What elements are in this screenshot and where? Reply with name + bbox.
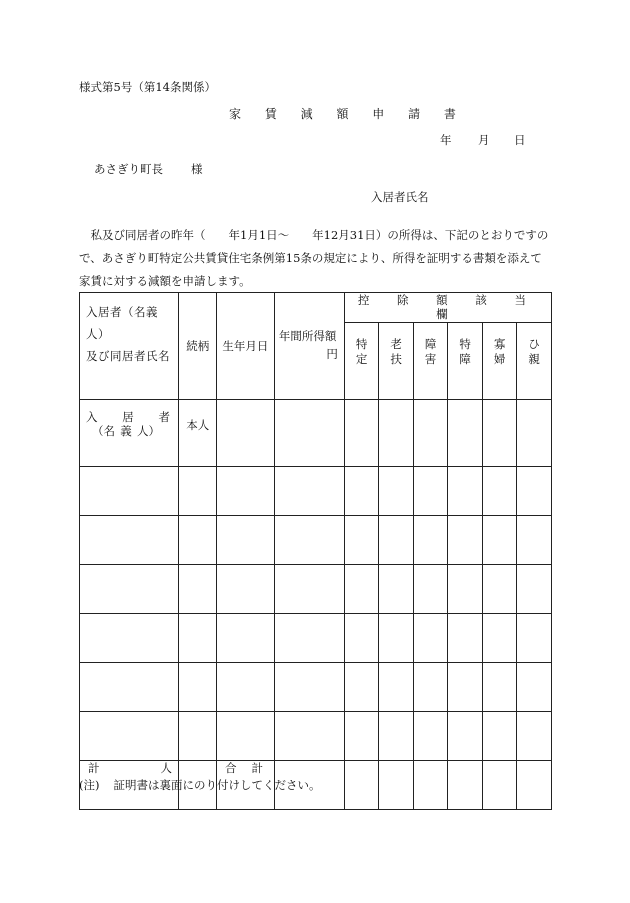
name-input-cell[interactable] [80, 662, 179, 711]
deduction-col-rofu: 老 扶 [379, 322, 414, 399]
deduction-cell[interactable] [413, 466, 448, 515]
note-mark: (注) [79, 778, 100, 792]
table-row [80, 466, 552, 515]
date-month-label: 月 [478, 133, 490, 147]
dob-input-cell[interactable] [217, 564, 275, 613]
date-day-label: 日 [514, 133, 526, 147]
deduction-cell[interactable] [379, 711, 414, 760]
deduction-cell[interactable] [413, 711, 448, 760]
self-relationship-cell: 本人 [179, 399, 217, 466]
deduction-cell[interactable] [482, 711, 517, 760]
deduction-cell[interactable] [482, 466, 517, 515]
income-input-cell[interactable] [274, 662, 344, 711]
name-input-cell[interactable] [80, 515, 179, 564]
deduction-cell[interactable] [448, 760, 483, 809]
deduction-cell[interactable] [448, 466, 483, 515]
name-input-cell[interactable] [80, 466, 179, 515]
total-sum-label-cell: 合 計 [217, 760, 275, 809]
dob-input-cell[interactable] [217, 711, 275, 760]
deduction-cell[interactable] [344, 515, 379, 564]
income-input-cell[interactable] [274, 564, 344, 613]
dob-input-cell[interactable] [217, 515, 275, 564]
deduction-cell[interactable] [413, 662, 448, 711]
name-input-cell[interactable] [80, 711, 179, 760]
relationship-input-cell[interactable] [179, 662, 217, 711]
deduction-cell[interactable] [482, 613, 517, 662]
deduction-cell[interactable] [344, 613, 379, 662]
relationship-input-cell[interactable] [179, 613, 217, 662]
self-name-cell: 入 居 者 （名 義 人） [80, 399, 179, 466]
table-row [80, 564, 552, 613]
statement-line-2: で、あさぎり町特定公共賃貸住宅条例第15条の規定により、所得を証明する書類を添えて [79, 251, 542, 265]
relationship-input-cell[interactable] [179, 466, 217, 515]
dob-input-cell[interactable] [217, 466, 275, 515]
deduction-cell[interactable] [413, 760, 448, 809]
date-line [440, 134, 526, 148]
header-deduction-title: 控 除 額 該 当 欄 [344, 293, 551, 323]
dob-input-cell[interactable] [217, 662, 275, 711]
table-row [80, 515, 552, 564]
deduction-cell[interactable] [448, 515, 483, 564]
document-title: 家 賃 減 額 申 請 書 [229, 107, 466, 121]
deduction-cell[interactable] [379, 564, 414, 613]
income-input-cell[interactable] [274, 711, 344, 760]
deduction-cell[interactable] [517, 466, 552, 515]
deduction-cell[interactable] [517, 564, 552, 613]
relationship-input-cell[interactable] [179, 711, 217, 760]
deduction-cell[interactable] [517, 711, 552, 760]
table-row [80, 662, 552, 711]
deduction-cell[interactable] [482, 662, 517, 711]
addressee-name: あさぎり町長 [94, 162, 163, 176]
deduction-col-shogai: 障 害 [413, 322, 448, 399]
deduction-cell[interactable] [482, 760, 517, 809]
deduction-cell[interactable] [517, 399, 552, 466]
total-persons-cell: 計 人 [80, 760, 179, 809]
deduction-cell[interactable] [344, 760, 379, 809]
table-row [80, 399, 552, 466]
header-name: 入居者（名義人） 及び同居者氏名 [80, 293, 179, 400]
addressee [94, 163, 203, 177]
deduction-cell[interactable] [344, 399, 379, 466]
deduction-col-hitorioya: ひ 親 [517, 322, 552, 399]
deduction-cell[interactable] [413, 613, 448, 662]
deduction-cell[interactable] [413, 515, 448, 564]
deduction-cell[interactable] [448, 613, 483, 662]
deduction-cell[interactable] [413, 399, 448, 466]
income-input-cell[interactable] [274, 399, 344, 466]
footnote [79, 779, 320, 793]
deduction-cell[interactable] [413, 564, 448, 613]
deduction-cell[interactable] [517, 613, 552, 662]
addressee-honorific: 様 [191, 162, 203, 176]
deduction-cell[interactable] [379, 613, 414, 662]
deduction-cell[interactable] [344, 564, 379, 613]
deduction-cell[interactable] [379, 515, 414, 564]
deduction-cell[interactable] [344, 466, 379, 515]
deduction-cell[interactable] [448, 662, 483, 711]
deduction-cell[interactable] [344, 711, 379, 760]
deduction-cell[interactable] [379, 760, 414, 809]
statement-line-1: 私及び同居者の昨年（ 年1月1日～ 年12月31日）の所得は、下記のとおりですの [79, 228, 549, 242]
income-input-cell[interactable] [274, 466, 344, 515]
name-input-cell[interactable] [80, 564, 179, 613]
resident-name-label: 入居者氏名 [371, 190, 429, 204]
header-dob: 生年月日 [217, 293, 275, 400]
deduction-col-tokutei: 特 定 [344, 322, 379, 399]
deduction-cell[interactable] [517, 662, 552, 711]
header-income: 年間所得額 円 [274, 293, 344, 400]
income-input-cell[interactable] [274, 613, 344, 662]
deduction-cell[interactable] [379, 466, 414, 515]
dob-input-cell[interactable] [217, 399, 275, 466]
note-text: 証明書は裏面にのり付けしてください。 [113, 778, 321, 792]
deduction-cell[interactable] [482, 515, 517, 564]
deduction-cell[interactable] [448, 399, 483, 466]
deduction-col-kafu: 寡 婦 [482, 322, 517, 399]
income-input-cell[interactable] [274, 515, 344, 564]
dob-input-cell[interactable] [217, 613, 275, 662]
deduction-cell[interactable] [482, 564, 517, 613]
deduction-cell[interactable] [379, 399, 414, 466]
deduction-cell[interactable] [344, 662, 379, 711]
date-year-label: 年 [440, 133, 452, 147]
deduction-cell[interactable] [448, 564, 483, 613]
relationship-input-cell[interactable] [179, 515, 217, 564]
statement-line-3: 家賃に対する減額を申請します。 [79, 274, 251, 288]
income-table [79, 292, 552, 810]
table-row [80, 711, 552, 760]
table-row [80, 613, 552, 662]
deduction-cell[interactable] [379, 662, 414, 711]
deduction-cell[interactable] [448, 711, 483, 760]
deduction-cell[interactable] [517, 515, 552, 564]
deduction-col-tokusho: 特 障 [448, 322, 483, 399]
header-relationship: 続柄 [179, 293, 217, 400]
form-number: 様式第5号（第14条関係） [79, 80, 216, 94]
relationship-input-cell[interactable] [179, 564, 217, 613]
name-input-cell[interactable] [80, 613, 179, 662]
deduction-cell[interactable] [482, 399, 517, 466]
deduction-cell[interactable] [517, 760, 552, 809]
application-statement [79, 224, 549, 293]
